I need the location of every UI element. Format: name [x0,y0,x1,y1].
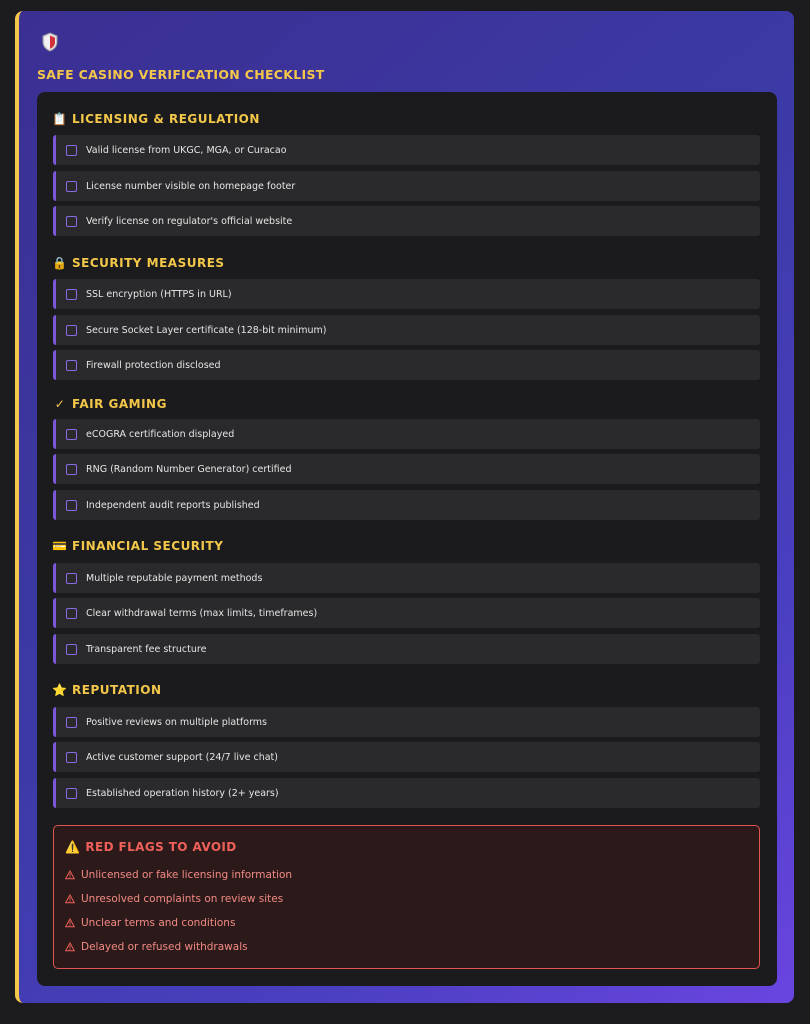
section-title-fair-gaming [53,396,167,412]
section-title-text: FINANCIAL SECURITY [72,539,224,553]
section-title-text: SECURITY MEASURES [72,256,225,270]
checkbox[interactable] [66,429,77,440]
section-title-licensing [53,111,260,127]
checkbox[interactable] [66,289,77,300]
red-flag-text: Unresolved complaints on review sites [81,893,284,905]
checklist-item-label: Verify license on regulator's official website [86,215,293,227]
checklist-item-label: SSL encryption (HTTPS in URL) [86,288,232,300]
checkbox[interactable] [66,573,77,584]
red-flag-item [65,893,283,905]
lock-icon: 🔒 [52,256,68,270]
checklist-item-label: Transparent fee structure [86,643,207,655]
checkbox[interactable] [66,216,77,227]
checklist-item-label: Independent audit reports published [86,499,260,511]
red-flag-item [65,941,248,953]
warning-icon [65,870,75,880]
checkbox[interactable] [66,464,77,475]
section-title-security [53,255,225,271]
page-title: SAFE CASINO VERIFICATION CHECKLIST [37,67,325,82]
star-icon: ⭐ [52,683,68,697]
red-flag-item [65,869,292,881]
checklist-item[interactable] [53,778,760,808]
checklist-item[interactable] [53,598,760,628]
checkbox[interactable] [66,325,77,336]
checkbox[interactable] [66,608,77,619]
section-title-text: REPUTATION [72,683,162,697]
checkbox[interactable] [66,717,77,728]
checklist-item-label: License number visible on homepage footer [86,180,296,192]
checklist-item-label: Clear withdrawal terms (max limits, timeframes) [86,607,318,619]
checklist-item[interactable] [53,563,760,593]
checkbox[interactable] [66,500,77,511]
checkbox[interactable] [66,181,77,192]
checkmark-icon: ✓ [54,397,66,411]
checklist-item-label: RNG (Random Number Generator) certified [86,463,292,475]
checklist-item[interactable] [53,742,760,772]
section-title-reputation [53,682,161,698]
checkbox[interactable] [66,360,77,371]
checkbox[interactable] [66,145,77,156]
checklist-item[interactable] [53,279,760,309]
shield-icon [39,31,61,53]
credit-card-icon: 💳 [52,539,68,553]
section-title-financial [53,538,223,554]
checklist-item[interactable] [53,707,760,737]
checklist-item[interactable] [53,350,760,380]
checklist-item-label: Active customer support (24/7 live chat) [86,751,278,763]
checklist-item[interactable] [53,315,760,345]
red-flags-title [65,840,237,854]
checklist-item-label: Valid license from UKGC, MGA, or Curacao [86,144,287,156]
checkbox[interactable] [66,788,77,799]
red-flag-item [65,917,235,929]
warning-icon [65,942,75,952]
warning-icon [65,918,75,928]
section-title-text: LICENSING & REGULATION [72,112,260,126]
checklist-card [15,11,794,1003]
checklist-item[interactable] [53,454,760,484]
checklist-item[interactable] [53,419,760,449]
checklist-panel [37,92,777,986]
section-title-text: FAIR GAMING [72,397,167,411]
checklist-item-label: Multiple reputable payment methods [86,572,263,584]
checklist-item[interactable] [53,490,760,520]
red-flag-text: Unlicensed or fake licensing information [81,869,293,881]
checkbox[interactable] [66,644,77,655]
checklist-item-label: Secure Socket Layer certificate (128-bit minimum) [86,324,327,336]
warning-icon [65,894,75,904]
checklist-item-label: eCOGRA certification displayed [86,428,235,440]
warning-icon: ⚠️ [65,840,81,854]
checklist-item[interactable] [53,171,760,201]
clipboard-icon: 📋 [52,112,68,126]
checkbox[interactable] [66,752,77,763]
red-flag-text: Unclear terms and conditions [81,917,236,929]
checklist-item[interactable] [53,206,760,236]
red-flag-text: Delayed or refused withdrawals [81,941,248,953]
checklist-item-label: Positive reviews on multiple platforms [86,716,268,728]
checklist-item[interactable] [53,634,760,664]
red-flags-box [53,825,760,969]
red-flags-title-text: RED FLAGS TO AVOID [85,840,237,854]
checklist-item[interactable] [53,135,760,165]
checklist-item-label: Firewall protection disclosed [86,359,221,371]
checklist-item-label: Established operation history (2+ years) [86,787,279,799]
